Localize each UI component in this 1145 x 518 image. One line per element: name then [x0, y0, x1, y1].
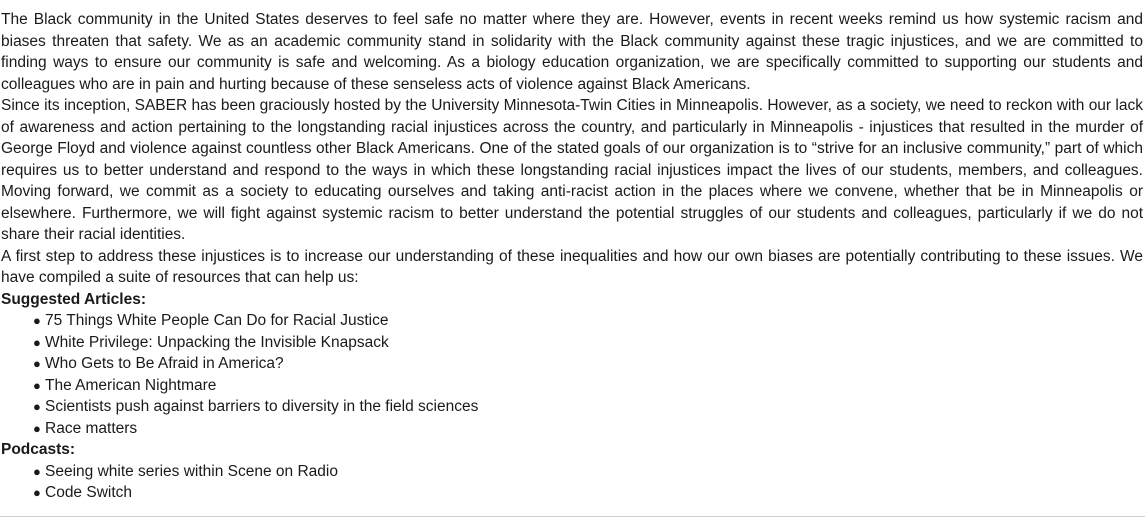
articles-heading: Suggested Articles: — [1, 290, 146, 308]
bottom-divider — [0, 516, 1145, 517]
article-item[interactable] — [33, 310, 1143, 332]
bullet-icon: ● — [33, 377, 41, 393]
article-label[interactable]: Who Gets to Be Afraid in America? — [45, 355, 284, 372]
article-label[interactable]: Scientists push against barriers to diversity in the field sciences — [45, 398, 479, 415]
podcast-item[interactable] — [33, 482, 1143, 504]
bullet-icon: ● — [33, 420, 41, 436]
paragraph-saber-commitment: Since its inception, SABER has been graciously hosted by the University Minnesota-Twin Cities in Minneapolis. However, as a society, we need to reckon with our lack of awareness and action pertaining to the longstanding racial injustices across the country, and particularly in Minneapolis - injustices that resulted in the murder of George Floyd and violence against countless other Black Americans. One of the stated goals of our organization is to “strive for an inclusive community,” part of which requires us to better understand and respond to the ways in which these longstanding racial injustices impact the lives of our students, members, and colleagues. Moving forward, we commit as a society to educating ourselves and taking anti-racist action in the places where we convene, whether that be in Minneapolis or elsewhere. Furthermore, we will fight against systemic racism to better understand the potential struggles of our students and colleagues, particularly if we do not share their racial identities. — [1, 97, 1143, 243]
articles-list — [1, 310, 1143, 439]
article-label[interactable]: 75 Things White People Can Do for Racial Justice — [45, 312, 389, 329]
article-label[interactable]: White Privilege: Unpacking the Invisible Knapsack — [45, 333, 389, 351]
podcasts-list — [1, 461, 1143, 504]
bullet-icon: ● — [33, 399, 41, 414]
podcasts-heading: Podcasts: — [1, 441, 76, 458]
podcast-item[interactable] — [33, 461, 1143, 483]
bullet-icon: ● — [33, 463, 41, 479]
article-label[interactable]: Race matters — [45, 419, 138, 437]
statement-document — [1, 9, 1143, 504]
article-item[interactable] — [33, 332, 1143, 354]
podcast-label[interactable]: Seeing white series within Scene on Radio — [45, 462, 338, 480]
paragraph-solidarity: The Black community in the United States deserves to feel safe no matter where they are. However, events in recent weeks remind us how systemic racism and biases threaten that safety. We as an academic community stand in solidarity with the Black community against these tragic injustices, and we are committed to finding ways to ensure our community is safe and welcoming. As a biology education organization, we are specifically committed to supporting our students and colleagues who are in pain and hurting because of these senseless acts of violence against Black Americans. — [1, 11, 1143, 93]
podcast-label[interactable]: Code Switch — [45, 484, 133, 501]
bullet-icon: ● — [33, 356, 41, 371]
article-label[interactable]: The American Nightmare — [45, 376, 217, 394]
bullet-icon: ● — [33, 313, 41, 328]
article-item[interactable] — [33, 396, 1143, 418]
paragraph-resources-intro: A first step to address these injustices is to increase our understanding of these inequalities and how our own biases are potentially contributing to these issues. We have compiled a suite of resources that can help us: — [1, 247, 1143, 286]
article-item[interactable] — [33, 353, 1143, 375]
bullet-icon: ● — [33, 334, 41, 350]
article-item[interactable] — [33, 418, 1143, 440]
bullet-icon: ● — [33, 485, 41, 500]
article-item[interactable] — [33, 375, 1143, 397]
